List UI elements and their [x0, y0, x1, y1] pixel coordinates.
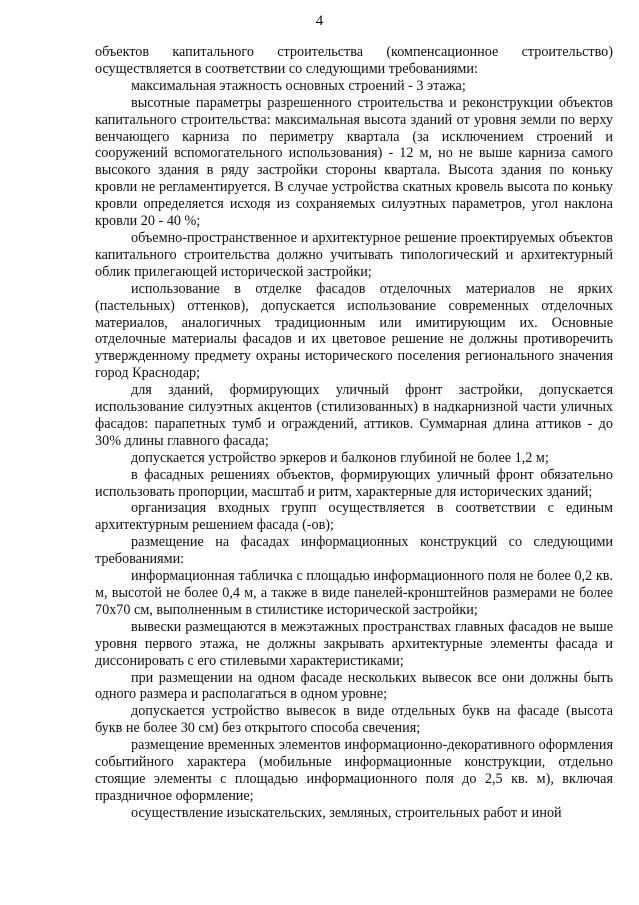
paragraph: для зданий, формирующих уличный фронт застройки, допускается использование силуэтных акцентов (стилизованных) в надкарнизной части уличных фасадов: парапетных тумб и ограждений, аттиков. Суммарная длина аттиков - до 30% длины главного фасада;	[95, 382, 613, 449]
paragraph: информационная табличка с площадью информационного поля не более 0,2 кв. м, высотой не более 0,4 м, а также в виде панелей-кронштейнов размерами не более 70х70 см, выполненным в стилистике исторической застройки;	[95, 568, 613, 618]
paragraph: организация входных групп осуществляется в соответствии с единым архитектурным решением фасада (-ов);	[95, 500, 613, 534]
paragraph: вывески размещаются в межэтажных пространствах главных фасадов не выше уровня первого этажа, не должны закрывать архитектурные элементы фасада и диссонировать с его стилевыми характеристиками;	[95, 618, 613, 669]
page-number: 4	[315, 13, 324, 29]
paragraph: размещение на фасадах информационных конструкций со следующими требованиями:	[95, 534, 613, 568]
paragraph: максимальная этажность основных строений - 3 этажа;	[131, 77, 466, 94]
paragraph: высотные параметры разрешенного строительства и реконструкции объектов капитального строительства: максимальная высота зданий от уровня земли по верху венчающего карниза по периметру квартала (за исключением строений и сооружений вспомогательного использования) - 12 м, но не выше карниза самого высокого здания в ряду застройки стороны квартала. Высота здания по коньку кровли не регламентируется. В случае устройства скатных кровель высота по коньку кровли определяется исходя из сохраняемых силуэтных параметров, угол наклона кровли 20 - 40 %;	[95, 94, 613, 230]
document-body	[95, 44, 613, 822]
paragraph: осуществление изыскательских, земляных, строительных работ и иной	[131, 804, 562, 821]
paragraph: объектов капитального строительства (компенсационное строительство) осуществляется в соответствии со следующими требованиями:	[95, 44, 613, 77]
paragraph: размещение временных элементов информационно-декоративного оформления событийного характера (мобильные информационные конструкции, отдельно стоящие элементы с площадью информационного поля до 2,5 кв. м), включая праздничное оформление;	[95, 737, 613, 804]
paragraph: допускается устройство эркеров и балконов глубиной не более 1,2 м;	[131, 449, 549, 466]
paragraph: допускается устройство вывесок в виде отдельных букв на фасаде (высота букв не более 30 см) без открытого способа свечения;	[95, 703, 613, 737]
paragraph: в фасадных решениях объектов, формирующих уличный фронт обязательно использовать пропорции, масштаб и ритм, характерные для исторических зданий;	[95, 466, 613, 500]
paragraph: использование в отделке фасадов отделочных материалов не ярких (пастельных) оттенков), допускается использование современных отделочных материалов, аналогичных традиционным или имитирующим их. Основные отделочные материалы фасадов и их цветовое решение не должны противоречить утвержденному предмету охраны исторического поселения регионального значения город Краснодар;	[95, 280, 613, 382]
paragraph: при размещении на одном фасаде нескольких вывесок все они должны быть одного размера и располагаться в одном уровне;	[95, 669, 613, 703]
paragraph: объемно-пространственное и архитектурное решение проектируемых объектов капитального строительства должно учитывать типологический и архитектурный облик прилегающей исторической застройки;	[95, 229, 613, 280]
